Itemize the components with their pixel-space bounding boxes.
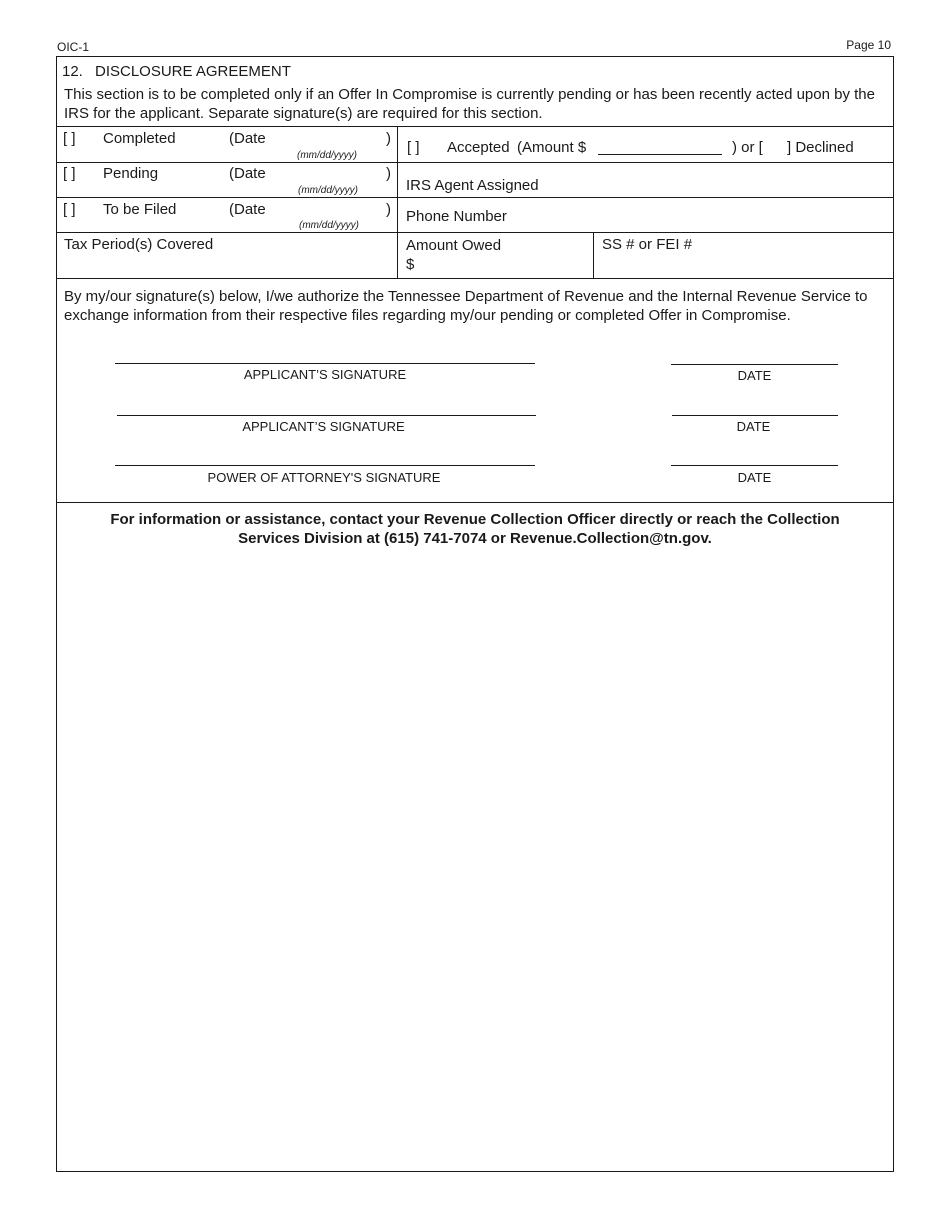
completed-label: Completed [103,130,176,147]
to-be-filed-label: To be Filed [103,201,177,218]
irs-agent-label: IRS Agent Assigned [406,177,539,194]
completed-date-close: ) [386,130,391,147]
signature-line[interactable] [117,415,536,416]
or-declined-checkbox[interactable]: ) or [ [732,139,763,156]
section-intro: This section is to be completed only if an Offer In Compromise is currently pending or has been recently acted upon by the IRS for the applicant. Separate signature(s) are required for this section. [64,86,875,122]
pending-date-label: (Date [229,165,266,182]
divider [397,126,398,278]
accepted-label: Accepted [447,139,510,156]
page-number: Page 10 [846,38,891,52]
ssn-fein-label: SS # or FEI # [602,236,693,253]
date-label: DATE [737,368,772,383]
divider [57,126,894,127]
divider [57,502,894,503]
declined-label: ] Declined [787,139,854,156]
date-label: DATE [736,419,771,434]
completed-date-hint: (mm/dd/yyyy) [297,150,357,161]
applicant-signature-label: APPLICANT’S SIGNATURE [243,367,407,382]
form-id: OIC-1 [57,40,90,54]
pending-label: Pending [103,165,159,182]
pending-date-close: ) [386,165,391,182]
signature-line[interactable] [115,363,535,364]
divider [57,232,894,233]
applicant-signature-label: APPLICANT’S SIGNATURE [242,419,405,434]
date-line[interactable] [671,465,838,466]
divider [593,232,594,278]
date-label: DATE [737,470,772,485]
to-be-filed-checkbox[interactable]: [ ] [63,201,76,218]
to-be-filed-date-close: ) [386,201,391,218]
to-be-filed-date-label: (Date [229,201,266,218]
divider [57,197,894,198]
contact-line-1: For information or assistance, contact your Revenue Collection Officer directly or reach the Collection [110,511,840,528]
amount-field[interactable] [598,154,722,155]
divider [57,278,894,279]
contact-line-2: Services Division at (615) 741-7074 or Revenue.Collection@tn.gov. [238,530,712,547]
amount-owed-label: Amount Owed [406,237,502,254]
contact-info [57,510,893,548]
authorization-text: By my/our signature(s) below, I/we authorize the Tennessee Department of Revenue and the Internal Revenue Service to exchange information from their respective files regarding my/our pending or completed Offer in Compromise. [64,288,868,324]
amount-label: (Amount $ [517,139,587,156]
section-number: 12. [62,63,83,80]
power-of-attorney-signature-label: POWER OF ATTORNEY'S SIGNATURE [207,470,441,485]
completed-date-label: (Date [229,130,266,147]
tax-period-label: Tax Period(s) Covered [64,236,214,253]
signature-line[interactable] [115,465,535,466]
amount-owed-currency: $ [406,256,415,273]
pending-checkbox[interactable]: [ ] [63,165,76,182]
section-title: DISCLOSURE AGREEMENT [95,63,291,80]
completed-checkbox[interactable]: [ ] [63,130,76,147]
pending-date-hint: (mm/dd/yyyy) [298,185,358,196]
date-line[interactable] [672,415,838,416]
phone-number-label: Phone Number [406,208,507,225]
divider [57,162,894,163]
accepted-checkbox[interactable]: [ ] [407,139,420,156]
to-be-filed-date-hint: (mm/dd/yyyy) [299,220,359,231]
date-line[interactable] [671,364,838,365]
